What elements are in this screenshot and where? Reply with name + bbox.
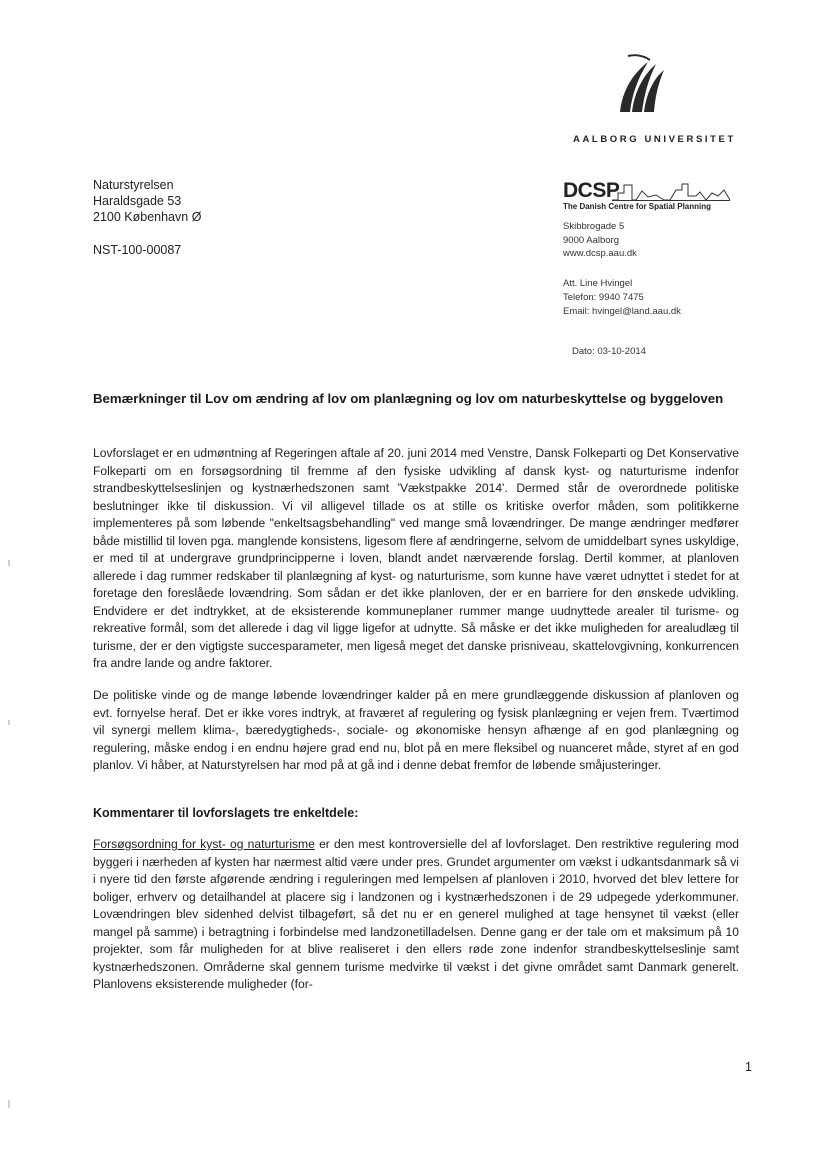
paragraph-3-lead: Forsøgsordning for kyst- og naturturisme (93, 837, 315, 851)
case-reference: NST-100-00087 (93, 243, 182, 257)
contact-phone: Telefon: 9940 7475 (563, 292, 644, 303)
skyline-logo-icon (612, 181, 730, 201)
letter-date: Dato: 03-10-2014 (572, 346, 646, 357)
sender-contact (563, 277, 681, 319)
recipient-street: Haraldsgade 53 (93, 194, 182, 208)
contact-email: Email: hvingel@land.aau.dk (563, 306, 681, 317)
dcsp-full-name: The Danish Centre for Spatial Planning (563, 202, 712, 211)
dcsp-logo-text: DCSP (563, 179, 620, 202)
recipient-address (93, 177, 201, 225)
scan-mark (8, 720, 10, 725)
letter-heading: Bemærkninger til Lov om ændring af lov om planlægning og lov om naturbeskyttelse og byggeloven (93, 391, 724, 406)
page-number: 1 (745, 1060, 752, 1074)
sender-city: 9000 Aalborg (563, 234, 619, 246)
body-paragraph-3 (93, 836, 739, 994)
scan-mark (8, 560, 10, 566)
sender-street: Skibbrogade 5 (563, 221, 625, 232)
body-paragraph-1: Lovforslaget er en udmøntning af Regeringen aftale af 20. juni 2014 med Venstre, Dansk Folkeparti og Det Konservative Folkeparti om en forsøgsordning til fremme af den fysiske udvikling af dansk kyst- og naturturisme indenfor strandbeskyttelseslinjen og kystnærhedszonen samt 'Vækstpakke 2014'. Dermed står de overordnede politiske beslutninger ikke til diskussion. Vi vil alligevel tillade os at stille os kritiske overfor måden, som politikkerne implementeres på som løbende "enkeltsagsbehandling" ved mange små lovændringer. De mange ændringer medfører både mistillid til loven pga. manglende konsistens, ligesom flere af ændringerne, selvom de umiddelbart synes uskyldige, er med til at undergrave grundprincipperne i loven, blandt andet nærværende forslag. Dertil kommer, at planloven allerede i dag rummer redskaber til planlægning af kyst- og naturturisme, som kunne have været udnyttet i stedet for at foretage den foreslåede lovændring. Som sådan er det ikke planloven, der er en barriere for den ønskede udvikling. Endvidere er det indtrykket, at de eksisterende kommuneplaner rummer mange uudnyttede arealer til turisme- og rekreative formål, som det allerede i dag vil ligge ligefor at udnytte. Så måske er det ikke muligheden for arealudlæg til turisme, der er den vigtigste succesparameter, men ligeså meget det danske prisniveau, skattelovgivning, konkurrencen fra andre lande og andre faktorer. (93, 446, 740, 670)
aalborg-university-logo-icon (618, 52, 666, 116)
scan-mark (8, 1100, 10, 1108)
sender-address (563, 220, 637, 261)
body-paragraph-2: De politiske vinde og de mange løbende lovændringer kalder på en mere grundlæggende diskussion af planloven og evt. fornyelse heraf. Det er ikke vores indtryk, at fraværet af regulering og fysisk planlægning er vejen frem. Tværtimod vil synergi mellem klima-, bæredygtigheds-, sociale- og økonomiske hensyn afhænge af en god planlægning og regulering, måske endog i en endnu højere grad end nu, blot på en mere fleksibel og nuanceret måde, styret af en god planlov. Vi håber, at Naturstyrelsen har mod på at gå ind i denne debat fremfor de løbende småjusteringer. (93, 688, 739, 772)
recipient-name: Naturstyrelsen (93, 178, 174, 192)
sender-web: www.dcsp.aau.dk (563, 248, 637, 259)
contact-person: Att. Line Hvingel (563, 278, 633, 289)
recipient-city: 2100 København Ø (93, 210, 202, 224)
university-name: AALBORG UNIVERSITET (573, 134, 736, 145)
section-subheading: Kommentarer til lovforslagets tre enkeltdele: (93, 806, 359, 820)
paragraph-3-text: er den mest kontroversielle del af lovforslaget. Den restriktive regulering mod byggeri i nærheden af kysten har nærmest altid være under pres. Grundet argumenter om vækst i udkantsdanmark så vi i nyere tid den første afgørende ændring i reguleringen med lempelsen af planloven i 2010, hvorved det blev lettere for boliger, erhverv og detailhandel at placere sig i landzonen og i kystnærhedszonen i de 29 udpegede yderkommuner. Lovændringen blev sidenhed delvist tilbageført, så det nu er en generel mulighed at tage hensynet til vækst (eller mangel på samme) i betragtning i forbindelse med landzonetilladelsen. Denne gang er der tale om et maksimum på 10 projekter, som får muligheden for at blive realiseret i den ellers røde zone indenfor strandbeskyttelseslinje samt kystnærhedszonen. Områderne skal gennem turisme medvirke til vækst i det givne området samt Danmark generelt. Planlovens eksisterende muligheder (for- (93, 837, 739, 991)
